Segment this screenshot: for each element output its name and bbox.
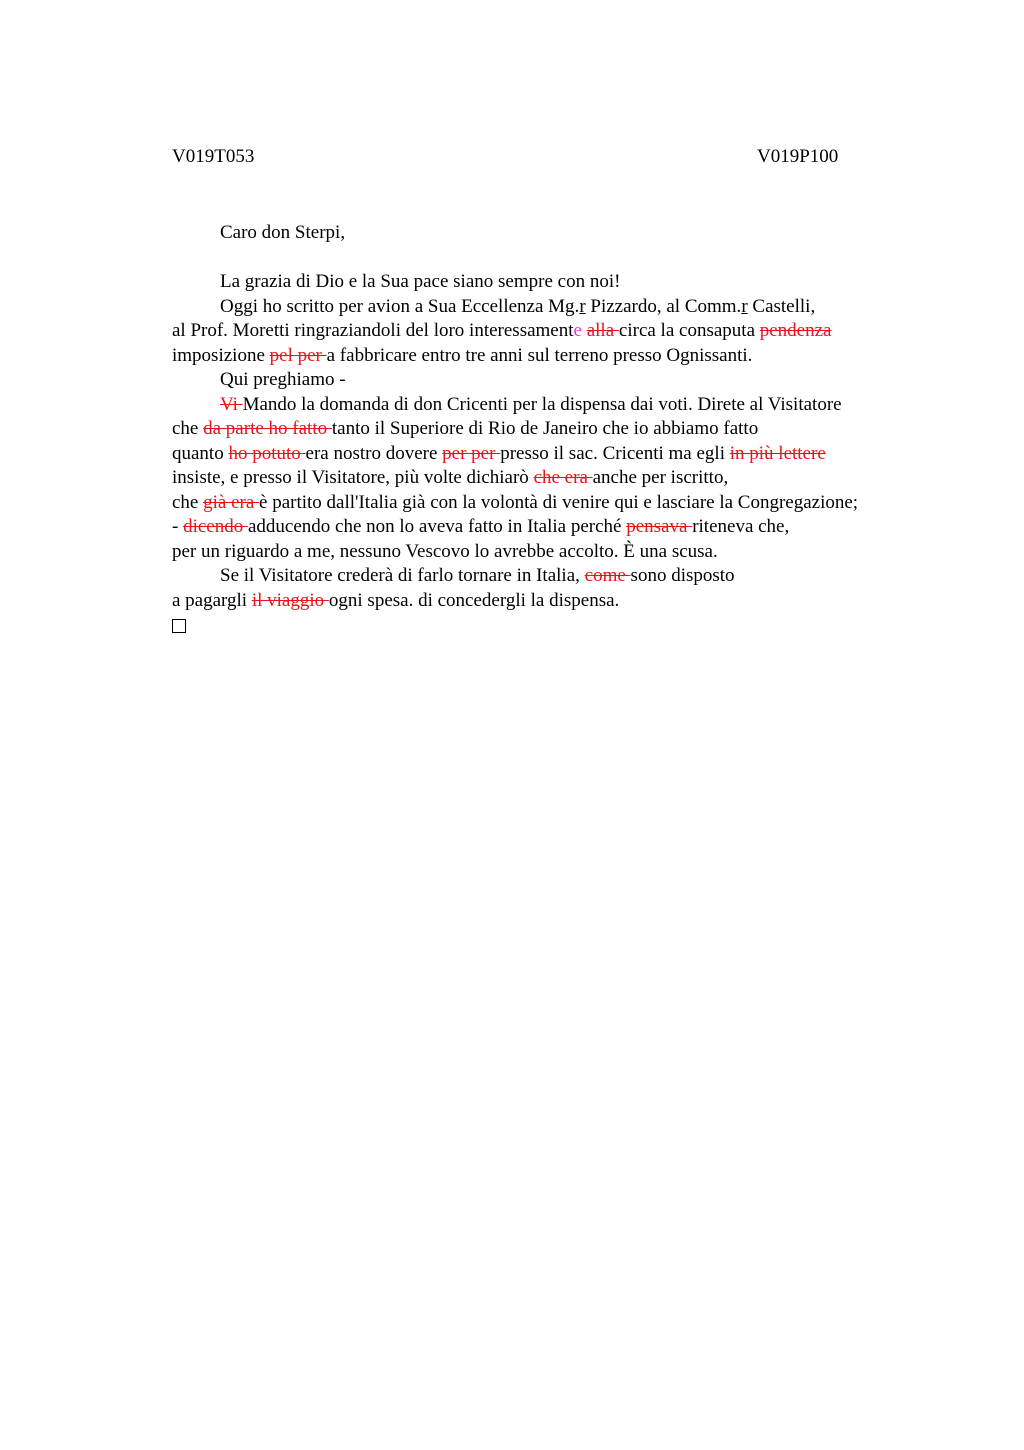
letter-line-9 [172,466,932,491]
deletion: pendenza [759,320,832,341]
text-run: ogni spesa. di concedergli la dispensa. [328,589,620,611]
letter-line-1: La grazia di Dio e la Sua pace siano sempre con noi! [220,271,621,292]
deletion: per per [442,442,501,464]
deletion: in più lettere [729,442,826,464]
end-marker-line [172,613,932,638]
letter-line-8 [172,442,932,467]
deletion: pel per [269,344,327,366]
text-run: che [172,418,204,439]
blank-line [172,246,932,271]
text-run: a pagargli [172,589,252,611]
letter-line-6 [172,393,932,418]
text-run: Se il Visitatore crederà di farlo tornare in Italia, [220,565,585,586]
text-run: a fabbricare entro tre anni sul terreno presso Ognissanti. [326,344,753,366]
letter-line-12: per un riguardo a me, nessuno Vescovo lo avrebbe accolto. È una scusa. [172,540,718,562]
text-run: presso il sac. Cricenti ma egli [500,442,730,464]
deletion: come [584,565,631,586]
text-run: imposizione [172,344,270,366]
letter-line-14 [172,589,932,614]
text-run: riteneva che, [692,516,790,537]
deletion: già era [203,491,260,513]
letter-line-5: Qui preghiamo - [220,369,346,390]
letter-line-3 [172,319,932,344]
letter-line-11 [172,515,932,540]
deletion: dicendo [183,516,248,537]
salutation: Caro don Sterpi, [220,222,346,243]
text-run: è partito dall'Italia già con la volontà di venire qui e lasciare la Congregazione; [259,491,859,513]
text-run: sono disposto [630,565,735,586]
text-run: insiste, e presso il Visitatore, più volte dichiarò [172,467,534,488]
abbrev-underlined: r [579,295,586,317]
letter-line-2 [172,295,932,320]
deletion: Vi [220,393,243,415]
deletion: il viaggio [251,589,329,611]
letter-line-13 [172,564,932,589]
text-run: era nostro dovere [305,442,443,464]
abbrev-underlined: r [741,295,748,317]
deletion: pensava [626,516,693,537]
letter-line-7 [172,417,932,442]
text-run: Pizzardo, al Comm. [585,295,742,317]
text-run: quanto [172,442,229,464]
text-run: - [172,516,184,537]
text-run: Mando la domanda di don Cricenti per la dispensa dai voti. Direte al Visitatore [242,393,842,415]
deletion: alla [586,320,619,341]
deletion: da parte ho fatto [203,418,332,439]
deletion: ho potuto [228,442,306,464]
text-run: Oggi ho scritto per avion a Sua Eccellenza Mg. [220,295,580,317]
text-run: che [172,491,204,513]
document-code-right: V019P100 [757,146,839,167]
deletion: che era [533,467,593,488]
text-run: Castelli, [747,295,816,317]
text-run: adducendo che non lo aveva fatto in Italia perché [247,516,627,537]
letter-line-10 [172,491,932,516]
text-run: circa la consaputa [618,320,760,341]
text-run: al Prof. Moretti ringraziandoli del loro interessament [172,320,574,341]
end-of-text-box-icon [172,619,186,633]
text-run: anche per iscritto, [592,467,729,488]
letter-body [172,221,932,638]
insertion: e [573,320,582,341]
text-run: tanto il Superiore di Rio de Janeiro che io abbiamo fatto [331,418,759,439]
document-code-left: V019T053 [172,146,255,167]
letter-line-4 [172,344,932,369]
